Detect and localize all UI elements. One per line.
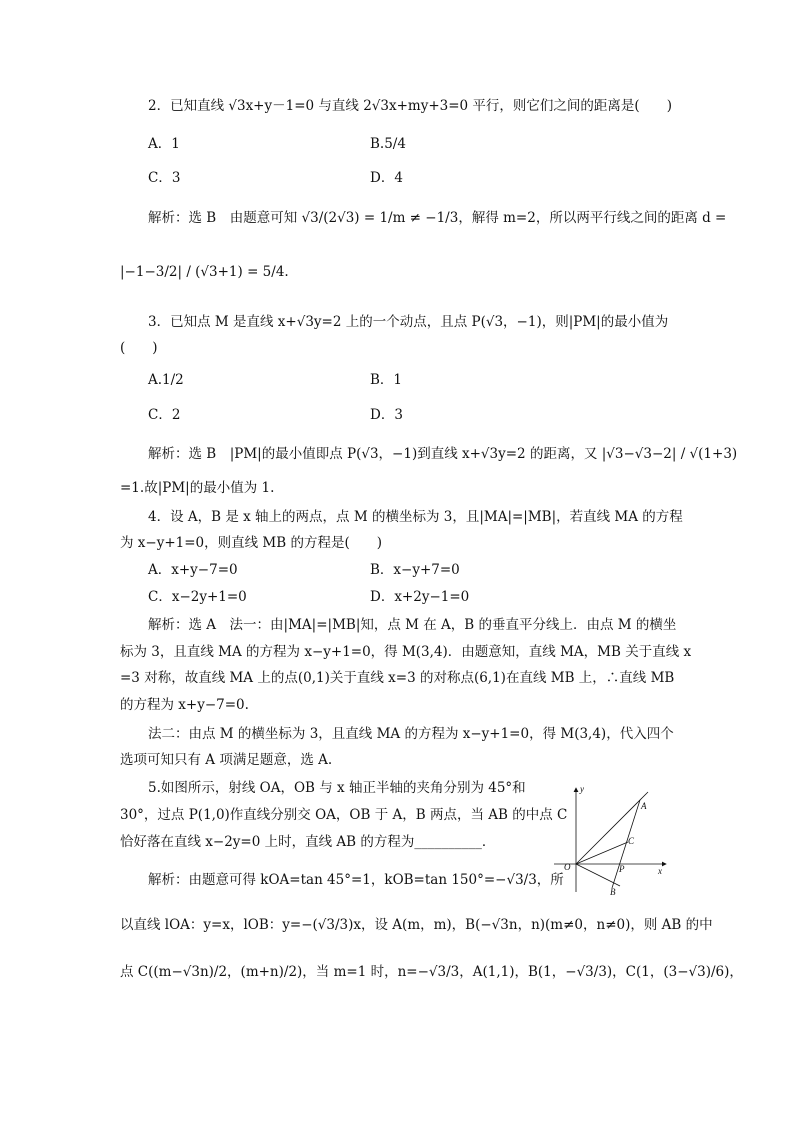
segment-oc [576, 842, 628, 864]
q3-option-c: C．2 [148, 407, 181, 423]
q5-stem-line-1: 5.如图所示，射线 OA，OB 与 x 轴正半轴的夹角分别为 45°和 [148, 780, 526, 796]
q2-option-c: C．3 [148, 170, 181, 186]
q5-solution-line-2: 以直线 lOA：y=x，lOB：y=−(√3/3)x，设 A(m，m)，B(−√3n，n)(m≠0，n≠0)，则 AB 的中 [120, 917, 713, 933]
label-a: A [641, 801, 647, 811]
q3-solution-line-1: 解析：选 B |PM|的最小值即点 P(√3，−1)到直线 x+√3y=2 的距离，又 |√3−√3−2| / √(1+3) [148, 446, 738, 462]
q2-option-a: A．1 [148, 136, 180, 152]
q4-option-a: A．x+y−7=0 [148, 562, 238, 578]
label-p: P [619, 864, 625, 874]
q4-solution-line-5: 法二：由点 M 的横坐标为 3，且直线 MA 的方程为 x−y+1=0，得 M(3,4)，代入四个 [148, 726, 674, 742]
q5-solution-line-1: 解析：由题意可得 kOA=tan 45°=1，kOB=tan 150°=−√3/3，所 [148, 872, 564, 888]
q5-stem-line-3: 恰好落在直线 x−2y=0 上时，直线 AB 的方程为__________． [120, 834, 496, 850]
q5-solution-line-3: 点 C((m−√3n)/2，(m+n)/2)，当 m=1 时，n=−√3/3，A(1,1)，B(1，−√3/3)，C(1，(3−√3)/6)， [120, 964, 743, 980]
q4-solution-line-1: 解析：选 A 法一：由|MA|=|MB|知，点 M 在 A，B 的垂直平分线上．由点 M 的横坐 [148, 617, 677, 633]
q4-stem-line-1: 4．设 A，B 是 x 轴上的两点，点 M 的横坐标为 3，且|MA|=|MB|，若直线 MA 的方程 [148, 509, 683, 525]
q2-option-d: D．4 [370, 170, 403, 186]
q3-option-a: A.1/2 [148, 372, 184, 388]
q3-solution-line-2: =1.故|PM|的最小值为 1. [120, 480, 275, 496]
q3-stem-line-2: ( ) [120, 340, 158, 356]
q4-solution-line-6: 选项可知只有 A 项满足题意，选 A. [120, 752, 333, 768]
label-b: B [610, 887, 616, 897]
q4-solution-line-4: 的方程为 x+y−7=0. [120, 697, 249, 713]
label-o: O [564, 862, 571, 872]
q3-option-b: B．1 [370, 372, 403, 388]
ray-oa [576, 792, 648, 864]
q2-solution-line-2: |−1−3/2| / (√3+1) = 5/4. [120, 264, 289, 280]
q2-stem: 2．已知直线 √3x+y－1=0 与直线 2√3x+my+3=0 平行，则它们之间的距离是( ) [148, 98, 672, 114]
q4-solution-line-2: 标为 3，且直线 MA 的方程为 x−y+1=0，得 M(3,4)．由题意知，直线 MA，MB 关于直线 x [120, 644, 692, 660]
q4-option-b: B．x−y+7=0 [370, 562, 460, 578]
label-x: x [658, 866, 662, 876]
q3-stem-line-1: 3．已知点 M 是直线 x+√3y=2 上的一个动点，且点 P(√3，−1)，则|PM|的最小值为 [148, 314, 669, 330]
q4-option-d: D．x+2y−1=0 [370, 589, 470, 605]
q3-option-d: D．3 [370, 407, 403, 423]
q4-solution-line-3: =3 对称，故直线 MA 上的点(0,1)关于直线 x=3 的对称点(6,1)在直线 MB 上，∴直线 MB [120, 670, 675, 686]
q2-option-b: B.5/4 [370, 136, 406, 152]
q4-option-c: C．x−2y+1=0 [148, 589, 247, 605]
q5-stem-line-2: 30°，过点 P(1,0)作直线分别交 OA，OB 于 A，B 两点，当 AB 的中点 C [120, 807, 568, 823]
q4-stem-line-2: 为 x−y+1=0，则直线 MB 的方程是( ) [120, 535, 383, 551]
q2-solution-line-1: 解析：选 B 由题意可知 √3/(2√3) = 1/m ≠ −1/3，解得 m=2，所以两平行线之间的距离 d = [148, 210, 727, 226]
label-y: y [580, 784, 584, 794]
label-c: C [628, 836, 635, 846]
